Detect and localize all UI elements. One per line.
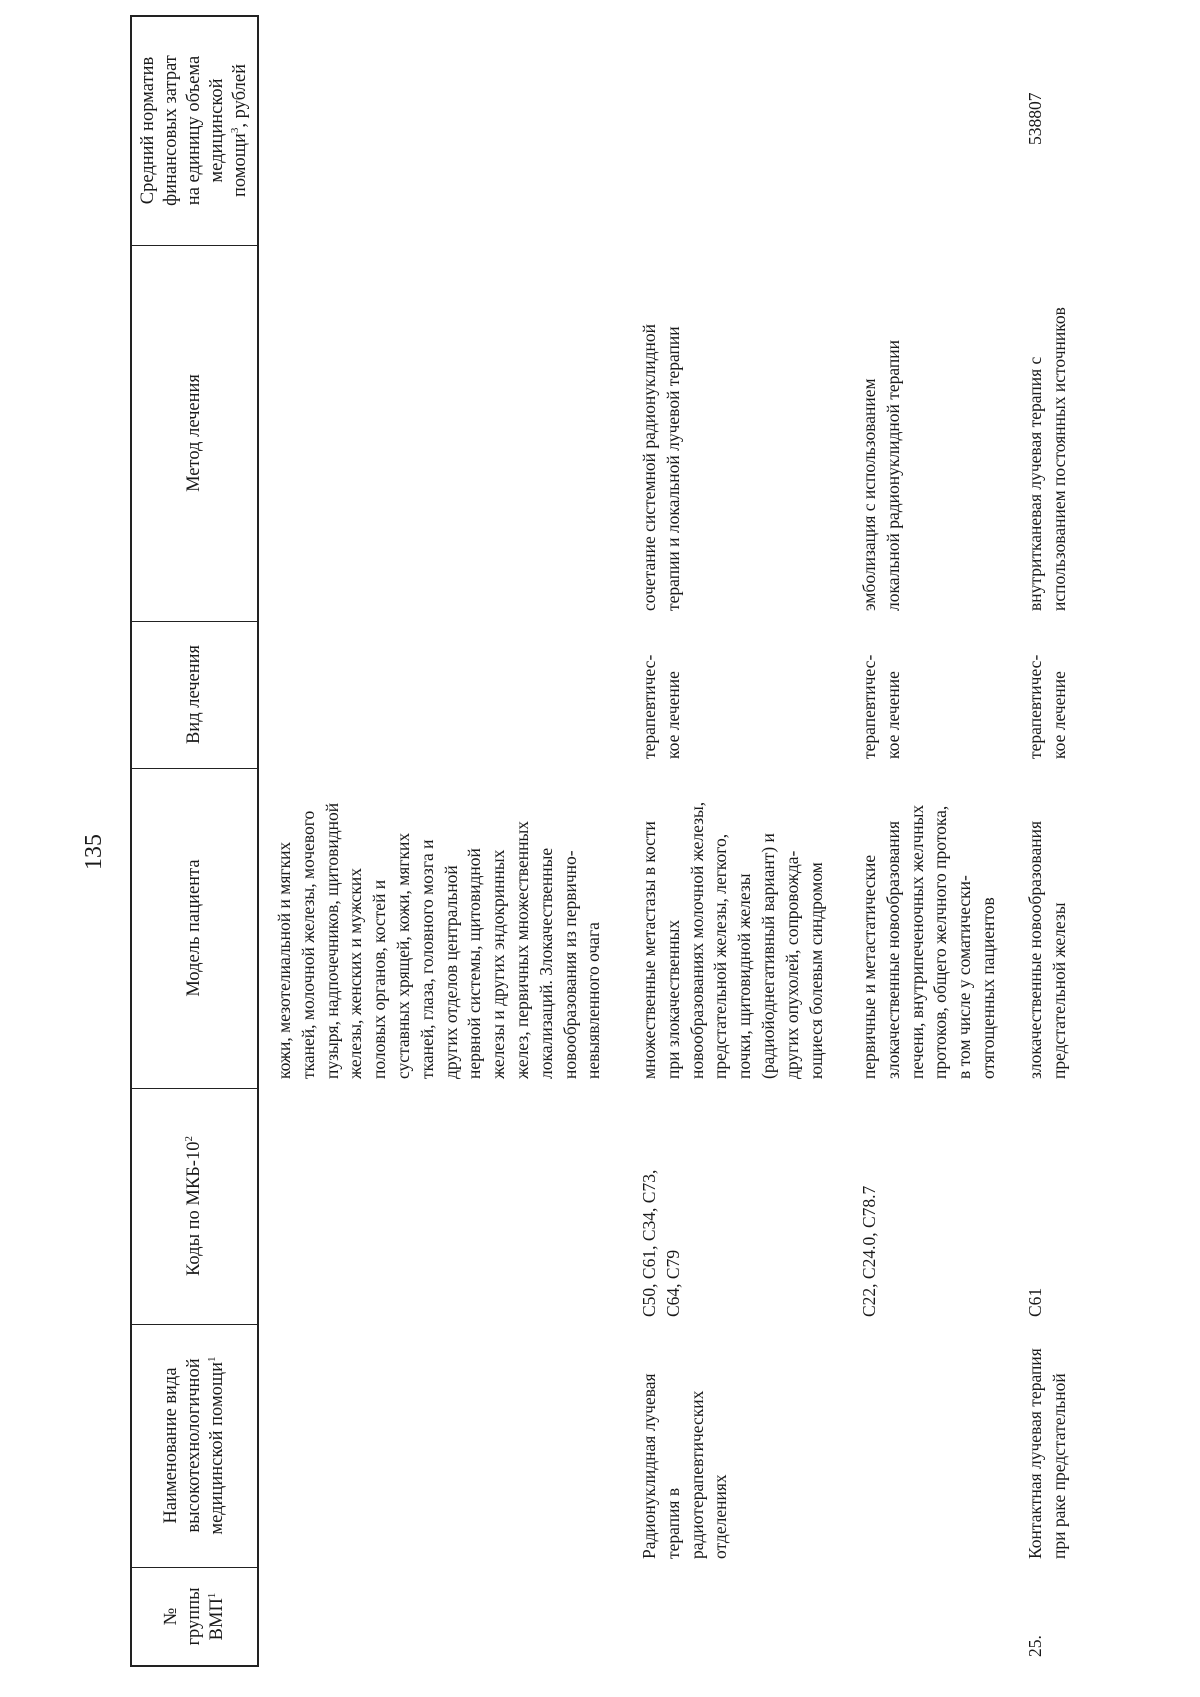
page-number: 135: [81, 834, 107, 870]
table-row-2-treatment-type: терапевтичес- кое лечение: [859, 654, 903, 759]
header-treatment-method-text: Метод лечения: [183, 374, 204, 492]
header-cost: [132, 17, 256, 244]
header-group-number-footnote: 1: [205, 1592, 218, 1599]
table-row-0-patient-model: кожи, мезотелиальной и мягких тканей, молочной железы, мочевого пузыря, надпочечников, щитовидной железы, женских и мужских половых органов, костей и суставных хрящей, кожи, мягких тканей, глаза, головного мозга и других отделов центральной нервной системы, щитовидной железы и других эндокринных желез, первичных множественных локализаций. Злокачественные новообразования из первично- невыявленного очага: [274, 802, 604, 1079]
table-row-1-icd-codes: C50, C61, C34, C73, C64, C79: [639, 1169, 683, 1317]
table-row-1-treatment-method: сочетание системной радионуклидной терапии и локальной лучевой терапии: [639, 323, 683, 611]
table-row-2-patient-model: первичные и метастатические злокачественные новообразования печени, внутрипеченочных желчных протоков, общего желчного протока, в том числе у соматически- отягощенных пациентов: [859, 804, 998, 1079]
header-patient-model-text: Модель пациента: [183, 859, 204, 997]
table-row-3-group-number: 25.: [1025, 1635, 1045, 1657]
header-icd-codes-footnote: 2: [182, 1136, 195, 1142]
header-vmp-name-footnote: 1: [205, 1356, 218, 1362]
header-group-number-text: № группы ВМП: [160, 1587, 227, 1646]
header-treatment-type: [132, 622, 256, 767]
table-row-1-vmp-name: Радионуклидная лучевая терапия в радиотерапевтических отделениях: [639, 1373, 731, 1559]
table-row-2-treatment-method: эмболизация с использованием локальной радионуклидной терапии: [859, 339, 903, 611]
header-group-number: [132, 1568, 256, 1665]
header-icd-codes: [132, 1089, 256, 1323]
table-row-1-patient-model: множественные метастазы в кости при злокачественных новообразованиях молочной железы, предстательной железы, легкого, почки, щитовидной железы (радиойоднегативный вариант) и других опухолей, сопровожда- ющиеся болевым синдромом: [639, 801, 826, 1079]
header-vmp-name-text: Наименование вида высокотехнологичной медицинской помощи: [160, 1358, 227, 1535]
table-row-3-cost: 538807: [1025, 92, 1045, 145]
header-cost-footnote: 3: [228, 127, 241, 134]
table-row-3-treatment-method: внутритканевая лучевая терапия с использованием постоянных источников: [1025, 307, 1069, 611]
header-left-border: [130, 1665, 258, 1667]
header-treatment-type-text: Вид лечения: [183, 644, 204, 745]
header-icd-codes-text: Коды по МКБ-10: [183, 1141, 204, 1276]
table-row-3-treatment-type: терапевтичес- кое лечение: [1025, 654, 1069, 759]
table-row-3-patient-model: злокачественные новообразования предстательной железы: [1025, 821, 1069, 1079]
table-row-3-icd-codes: C61: [1025, 1287, 1045, 1317]
table-row-1-treatment-type: терапевтичес- кое лечение: [639, 654, 683, 759]
table-row-2-icd-codes: C22, C24.0, C78.7: [859, 1185, 879, 1317]
header-patient-model: [132, 769, 256, 1087]
header-vmp-name: [132, 1325, 256, 1566]
header-bottom-border: [257, 15, 259, 1667]
header-cost-text: Средний норматив финансовых затрат на единицу объема медицинской помощи: [137, 55, 250, 206]
table-row-3-vmp-name: Контактная лучевая терапия при раке предстательной: [1025, 1348, 1069, 1559]
header-treatment-method: [132, 246, 256, 620]
header-cost-suffix: , рублей: [229, 64, 250, 128]
